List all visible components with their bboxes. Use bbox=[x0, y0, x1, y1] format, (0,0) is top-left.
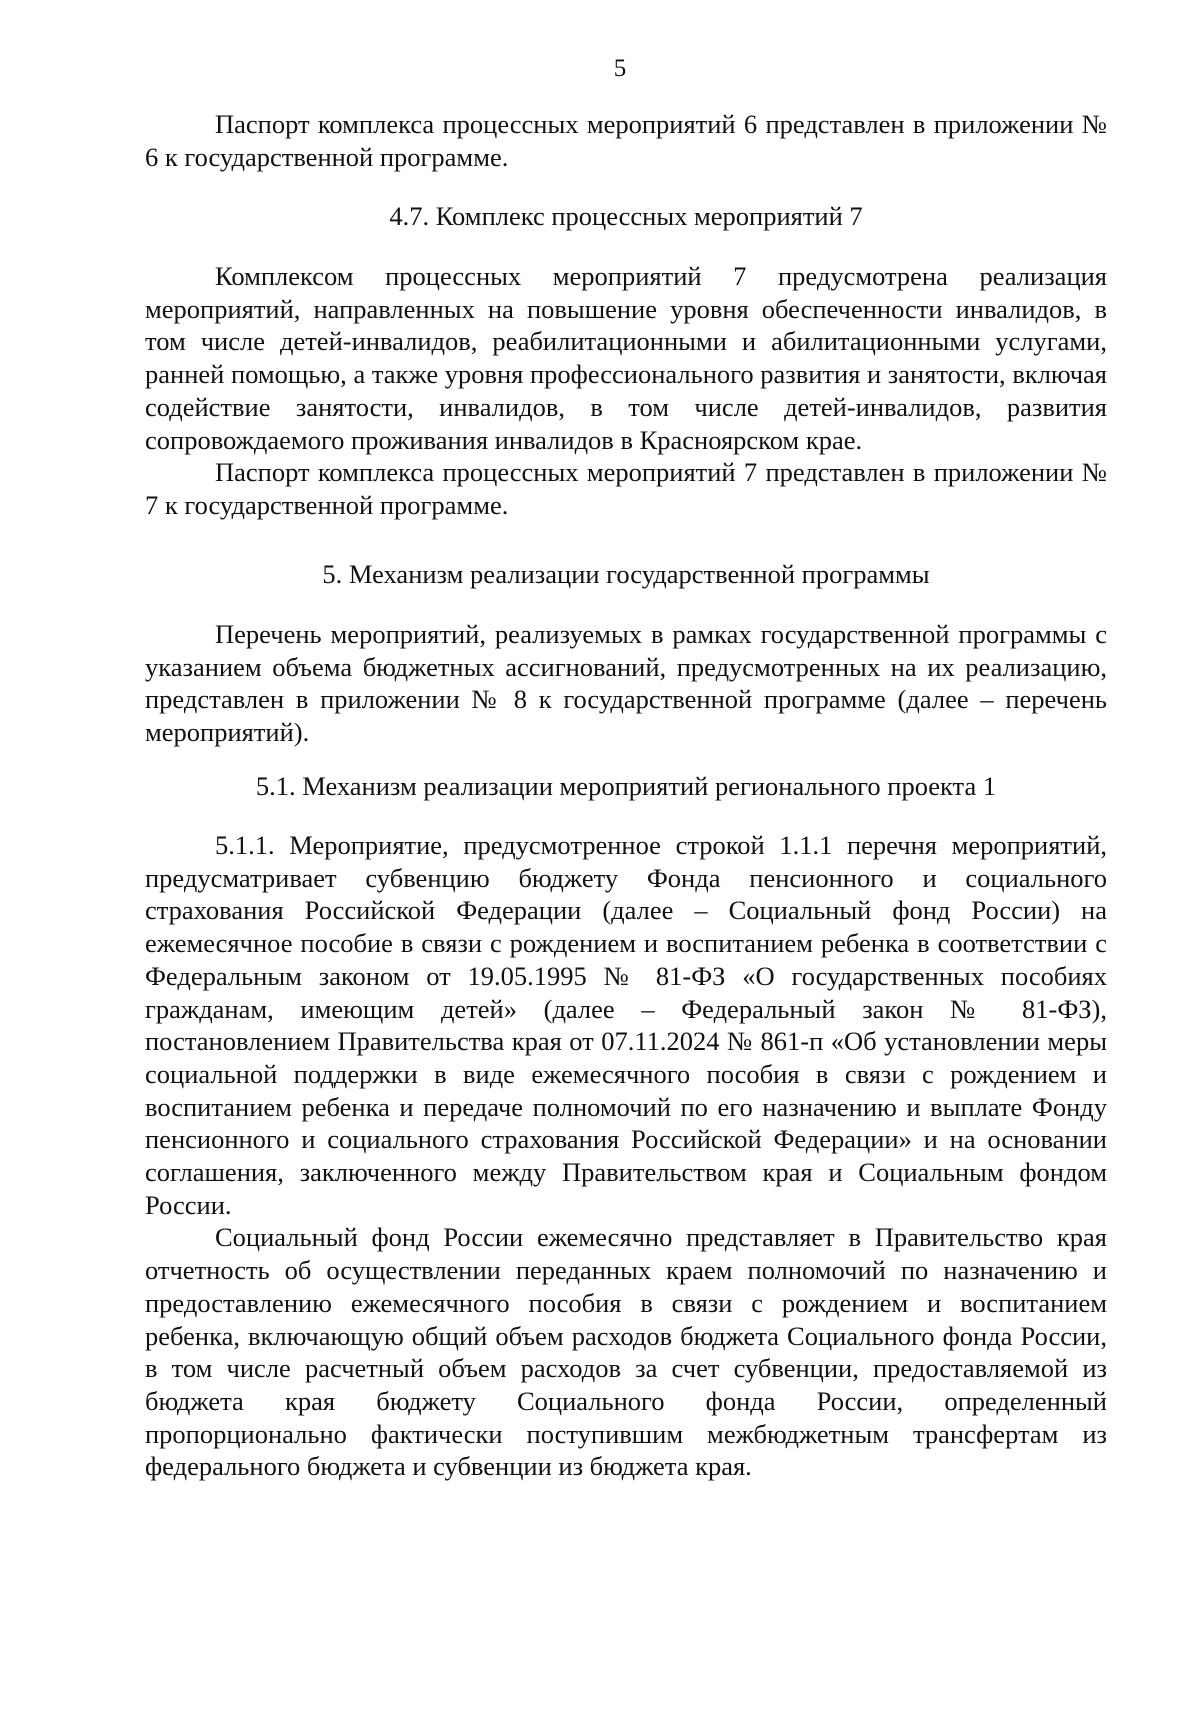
paragraph-passport-7: Паспорт комплекса процессных мероприятий 7 представлен в приложении № 7 к государственной программе. bbox=[145, 457, 1107, 520]
complex-7-block bbox=[145, 260, 1107, 522]
passport-6-block bbox=[145, 108, 1107, 173]
paragraph-5-1-1: 5.1.1. Мероприятие, предусмотренное строкой 1.1.1 перечня мероприятий, предусматривает субвенцию бюджету Фонда пенсионного и социального страхования Российской Федерации (далее – Социальный фонд России) на ежемесячное пособие в связи с рождением и воспитанием ребенка в соответствии с Федеральным законом от 19.05.1995 № 81-ФЗ «О государственных пособиях гражданам, имеющим детей» (далее – Федеральный закон № 81-ФЗ), постановлением Правительства края от 07.11.2024 № 861-п «Об установлении меры социальной поддержки в виде ежемесячного пособия в связи с рождением и воспитанием ребенка и передаче полномочий по его назначению и выплате Фонду пенсионного и социального страхования Российской Федерации» и на основании соглашения, заключенного между Правительством края и Социальным фондом России. bbox=[145, 830, 1107, 1220]
heading-5-1: 5.1. Механизм реализации мероприятий регионального проекта 1 bbox=[255, 771, 997, 801]
paragraph-events-list: Перечень мероприятий, реализуемых в рамках государственной программы с указанием объема бюджетных ассигнований, предусмотренных на их реализацию, представлен в приложении № 8 к государственной программе (далее – перечень мероприятий). bbox=[145, 619, 1107, 748]
heading-5: 5. Механизм реализации государственной программы bbox=[322, 559, 930, 589]
paragraph-social-fund-reporting: Социальный фонд России ежемесячно представляет в Правительство края отчетность об осуществлении переданных краем полномочий по назначению и предоставлению ежемесячного пособия в связи с рождением и воспитанием ребенка, включающую общий объем расходов бюджета Социального фонда России, в том числе расчетный объем расходов за счет субвенции, предоставляемой из бюджета края бюджету Социального фонда России, определенный пропорционально фактически поступившим межбюджетным трансфертам из федерального бюджета и субвенции из бюджета края. bbox=[145, 1222, 1107, 1482]
regional-project-block bbox=[145, 829, 1107, 1483]
paragraph-complex-7: Комплексом процессных мероприятий 7 предусмотрена реализация мероприятий, направленных на повышение уровня обеспеченности инвалидов, в том числе детей-инвалидов, реабилитационными и абилитационными услугами, ранней помощью, а также уровня профессионального развития и занятости, включая содействие занятости, инвалидов, в том числе детей-инвалидов, развития сопровождаемого проживания инвалидов в Красноярском крае. bbox=[145, 261, 1107, 455]
page-number: 5 bbox=[613, 55, 627, 82]
heading-4-7: 4.7. Комплекс процессных мероприятий 7 bbox=[389, 201, 863, 231]
paragraph-passport-6: Паспорт комплекса процессных мероприятий 6 представлен в приложении № 6 к государственной программе. bbox=[145, 109, 1107, 172]
mechanism-block bbox=[145, 618, 1107, 749]
